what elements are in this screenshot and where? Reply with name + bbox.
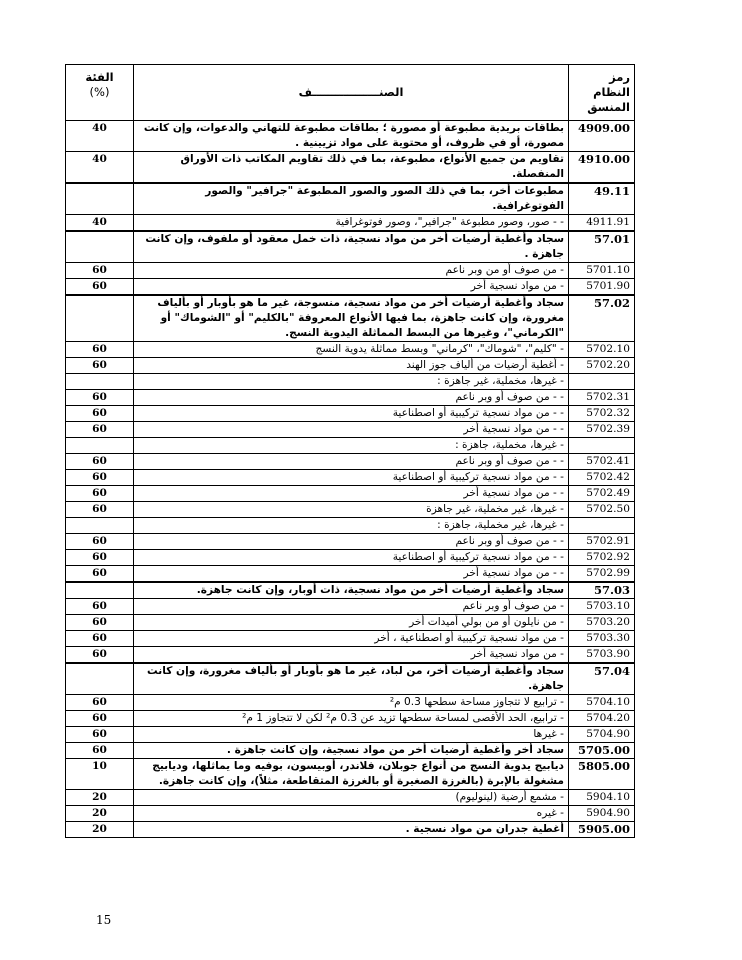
table-row xyxy=(66,599,635,615)
header-rate-line1: الفئة xyxy=(85,70,114,84)
hs-code-cell: 5701.90 xyxy=(569,279,635,296)
rate-cell: 20 xyxy=(66,822,134,838)
hs-code-cell: 5702.50 xyxy=(569,502,635,518)
table-row xyxy=(66,295,635,342)
rate-cell: 60 xyxy=(66,502,134,518)
description-cell: - - من صوف أو وبر ناعم xyxy=(134,454,569,470)
header-code xyxy=(569,65,635,121)
table-row xyxy=(66,152,635,184)
rate-cell: 60 xyxy=(66,454,134,470)
table-row xyxy=(66,711,635,727)
hs-code-cell: 57.01 xyxy=(569,231,635,263)
description-cell: - غيرها، غير مخملية، غير جاهزة xyxy=(134,502,569,518)
rate-cell: 20 xyxy=(66,790,134,806)
hs-code-cell: 5702.20 xyxy=(569,358,635,374)
table-row xyxy=(66,663,635,695)
description-cell: - غيرها، مخملية، جاهزة : xyxy=(134,438,569,454)
hs-code-cell: 5702.92 xyxy=(569,550,635,566)
table-row xyxy=(66,647,635,664)
table-row xyxy=(66,695,635,711)
hs-code-cell: 5705.00 xyxy=(569,743,635,759)
table-row xyxy=(66,231,635,263)
table-row xyxy=(66,759,635,790)
hs-code-cell: 5702.91 xyxy=(569,534,635,550)
description-cell: - من صوف أو من وبر ناعم xyxy=(134,263,569,279)
hs-code-cell xyxy=(569,374,635,390)
hs-code-cell: 5702.31 xyxy=(569,390,635,406)
rate-cell xyxy=(66,518,134,534)
description-cell: - - من مواد نسجية تركيبية أو اصطناعية xyxy=(134,406,569,422)
table-row xyxy=(66,806,635,822)
table-row xyxy=(66,790,635,806)
rate-cell xyxy=(66,374,134,390)
rate-cell: 60 xyxy=(66,390,134,406)
table-row xyxy=(66,406,635,422)
rate-cell: 40 xyxy=(66,121,134,152)
rate-cell: 60 xyxy=(66,342,134,358)
tariff-table xyxy=(65,64,635,838)
description-cell: - - من مواد نسجية تركيبية أو اصطناعية xyxy=(134,470,569,486)
description-cell: - - من صوف أو وبر ناعم xyxy=(134,390,569,406)
hs-code-cell: 5702.49 xyxy=(569,486,635,502)
table-row xyxy=(66,631,635,647)
description-cell: - من صوف أو وبر ناعم xyxy=(134,599,569,615)
rate-cell: 40 xyxy=(66,152,134,184)
rate-cell: 60 xyxy=(66,566,134,583)
rate-cell: 60 xyxy=(66,486,134,502)
table-row xyxy=(66,422,635,438)
header-code-line2: المنسق xyxy=(587,100,630,114)
description-cell: - - من مواد نسجية أخر xyxy=(134,422,569,438)
rate-cell xyxy=(66,295,134,342)
description-cell: - - من مواد نسجية أخر xyxy=(134,566,569,583)
description-cell: سجاد وأغطية أرضيات أخر من مواد نسجية، ذات أوبار، وإن كانت جاهزة. xyxy=(134,582,569,599)
description-cell: - ترابيع لا تتجاوز مساحة سطحها 0.3 م² xyxy=(134,695,569,711)
table-row xyxy=(66,615,635,631)
description-cell: - من نايلون أو من بولي أميدات أخر xyxy=(134,615,569,631)
hs-code-cell: 57.03 xyxy=(569,582,635,599)
rate-cell: 60 xyxy=(66,727,134,743)
rate-cell: 60 xyxy=(66,263,134,279)
hs-code-cell xyxy=(569,438,635,454)
hs-code-cell xyxy=(569,518,635,534)
hs-code-cell: 5702.41 xyxy=(569,454,635,470)
hs-code-cell: 5702.42 xyxy=(569,470,635,486)
hs-code-cell: 5704.20 xyxy=(569,711,635,727)
table-row xyxy=(66,534,635,550)
description-cell: - غيرها xyxy=(134,727,569,743)
page-number: 15 xyxy=(96,913,112,927)
description-cell: بطاقات بريدية مطبوعة أو مصورة ؛ بطاقات مطبوعة للتهاني والدعوات، وإن كانت مصورة، أو في ظروف، أو محتوية على مواد تزيينية . xyxy=(134,121,569,152)
rate-cell: 60 xyxy=(66,631,134,647)
table-row xyxy=(66,374,635,390)
table-row xyxy=(66,263,635,279)
hs-code-cell: 5904.90 xyxy=(569,806,635,822)
hs-code-cell: 5703.30 xyxy=(569,631,635,647)
table-row xyxy=(66,486,635,502)
description-cell: سجاد وأغطية أرضيات أخر من مواد نسجية، ذات خمل معقود أو ملفوف، وإن كانت جاهزة . xyxy=(134,231,569,263)
table-row xyxy=(66,550,635,566)
description-cell: أغطية جدران من مواد نسجية . xyxy=(134,822,569,838)
rate-cell: 60 xyxy=(66,695,134,711)
rate-cell xyxy=(66,231,134,263)
description-cell: سجاد وأغطية أرضيات أخر، من لباد، غير ما هو بأوبار أو بألياف مغرورة، وإن كانت جاهزة. xyxy=(134,663,569,695)
hs-code-cell: 4910.00 xyxy=(569,152,635,184)
description-cell: سجاد أخر وأغطية أرضيات أخر من مواد نسجية، وإن كانت جاهزة . xyxy=(134,743,569,759)
rate-cell: 60 xyxy=(66,406,134,422)
table-body xyxy=(66,121,635,838)
description-cell: - غيرها، غير مخملية، جاهزة : xyxy=(134,518,569,534)
hs-code-cell: 5704.10 xyxy=(569,695,635,711)
description-cell: - ترابيع، الحد الأقصى لمساحة سطحها تزيد عن 0.3 م² لكن لا تتجاوز 1 م² xyxy=(134,711,569,727)
table-row xyxy=(66,454,635,470)
table-row xyxy=(66,518,635,534)
table-row xyxy=(66,566,635,583)
header-rate xyxy=(66,65,134,121)
description-cell: تقاويم من جميع الأنواع، مطبوعة، بما في ذلك تقاويم المكاتب ذات الأوراق المنفصلة. xyxy=(134,152,569,184)
rate-cell: 60 xyxy=(66,743,134,759)
rate-cell: 60 xyxy=(66,279,134,296)
header-code-line1: رمز النظام xyxy=(593,70,630,99)
rate-cell xyxy=(66,663,134,695)
rate-cell: 60 xyxy=(66,599,134,615)
hs-code-cell: 4909.00 xyxy=(569,121,635,152)
description-cell: - غيرها، مخملية، غير جاهزة : xyxy=(134,374,569,390)
rate-cell xyxy=(66,582,134,599)
description-cell: - - من مواد نسجية تركيبية أو اصطناعية xyxy=(134,550,569,566)
table-row xyxy=(66,438,635,454)
rate-cell: 10 xyxy=(66,759,134,790)
description-cell: ديابيج يدوية النسج من أنواع جوبلان، فلاندر، أوبيسون، بوفيه وما يماثلها، وديابيج مشغولة بالإبرة (بالغرزة الصغيرة أو بالغرزة المتقاطعة، مثلاً)، وإن كانت جاهزة. xyxy=(134,759,569,790)
rate-cell: 60 xyxy=(66,470,134,486)
hs-code-cell: 5703.90 xyxy=(569,647,635,664)
table-row xyxy=(66,470,635,486)
rate-cell: 60 xyxy=(66,550,134,566)
rate-cell: 60 xyxy=(66,615,134,631)
hs-code-cell: 5703.10 xyxy=(569,599,635,615)
hs-code-cell: 5805.00 xyxy=(569,759,635,790)
table-header-row xyxy=(66,65,635,121)
rate-cell: 60 xyxy=(66,647,134,664)
hs-code-cell: 5904.10 xyxy=(569,790,635,806)
rate-cell: 60 xyxy=(66,358,134,374)
hs-code-cell: 5704.90 xyxy=(569,727,635,743)
table-row xyxy=(66,342,635,358)
description-cell: - من مواد نسجية أخر xyxy=(134,647,569,664)
hs-code-cell: 4911.91 xyxy=(569,215,635,232)
table-row xyxy=(66,582,635,599)
rate-cell: 40 xyxy=(66,215,134,232)
table-row xyxy=(66,727,635,743)
description-cell: - - من مواد نسجية أخر xyxy=(134,486,569,502)
hs-code-cell: 5702.10 xyxy=(569,342,635,358)
table-row xyxy=(66,183,635,215)
table-row xyxy=(66,279,635,296)
hs-code-cell: 57.04 xyxy=(569,663,635,695)
table-row xyxy=(66,743,635,759)
description-cell: - - من صوف أو وبر ناعم xyxy=(134,534,569,550)
rate-cell: 20 xyxy=(66,806,134,822)
rate-cell xyxy=(66,438,134,454)
hs-code-cell: 57.02 xyxy=(569,295,635,342)
hs-code-cell: 49.11 xyxy=(569,183,635,215)
description-cell: مطبوعات أخر، بما في ذلك الصور والصور المطبوعة "جرافير" والصور الفوتوغرافية. xyxy=(134,183,569,215)
rate-cell: 60 xyxy=(66,711,134,727)
description-cell: - من مواد نسجية أخر xyxy=(134,279,569,296)
description-cell: - من مواد نسجية تركيبية أو اصطناعية ، أخر xyxy=(134,631,569,647)
rate-cell xyxy=(66,183,134,215)
description-cell: - مشمع أرضية (لينوليوم) xyxy=(134,790,569,806)
description-cell: - "كليم"، "شوماك"، "كرماني" وبسط مماثلة يدوية النسج xyxy=(134,342,569,358)
header-rate-line2: (%) xyxy=(89,85,110,99)
hs-code-cell: 5702.39 xyxy=(569,422,635,438)
hs-code-cell: 5703.20 xyxy=(569,615,635,631)
hs-code-cell: 5702.32 xyxy=(569,406,635,422)
hs-code-cell: 5702.99 xyxy=(569,566,635,583)
hs-code-cell: 5905.00 xyxy=(569,822,635,838)
description-cell: - غيره xyxy=(134,806,569,822)
header-description: الصنـــــــــــــــــف xyxy=(134,65,569,121)
table-row xyxy=(66,358,635,374)
description-cell: - أغطية أرضيات من ألياف جوز الهند xyxy=(134,358,569,374)
table-row xyxy=(66,502,635,518)
table-row xyxy=(66,390,635,406)
rate-cell: 60 xyxy=(66,534,134,550)
rate-cell: 60 xyxy=(66,422,134,438)
table-row xyxy=(66,822,635,838)
table-row xyxy=(66,121,635,152)
table-row xyxy=(66,215,635,232)
hs-code-cell: 5701.10 xyxy=(569,263,635,279)
description-cell: سجاد وأغطية أرضيات أخر من مواد نسجية، منسوجة، غير ما هو بأوبار أو بألياف مغرورة، وإن كانت جاهزة، بما فيها الأنواع المعروفة "بالكليم" أو "الشوماك" أو "الكرماني"، وغيرها من البسط المماثلة اليدوية النسج. xyxy=(134,295,569,342)
description-cell: - - صور، وصور مطبوعة "جرافير"، وصور فوتوغرافية xyxy=(134,215,569,232)
